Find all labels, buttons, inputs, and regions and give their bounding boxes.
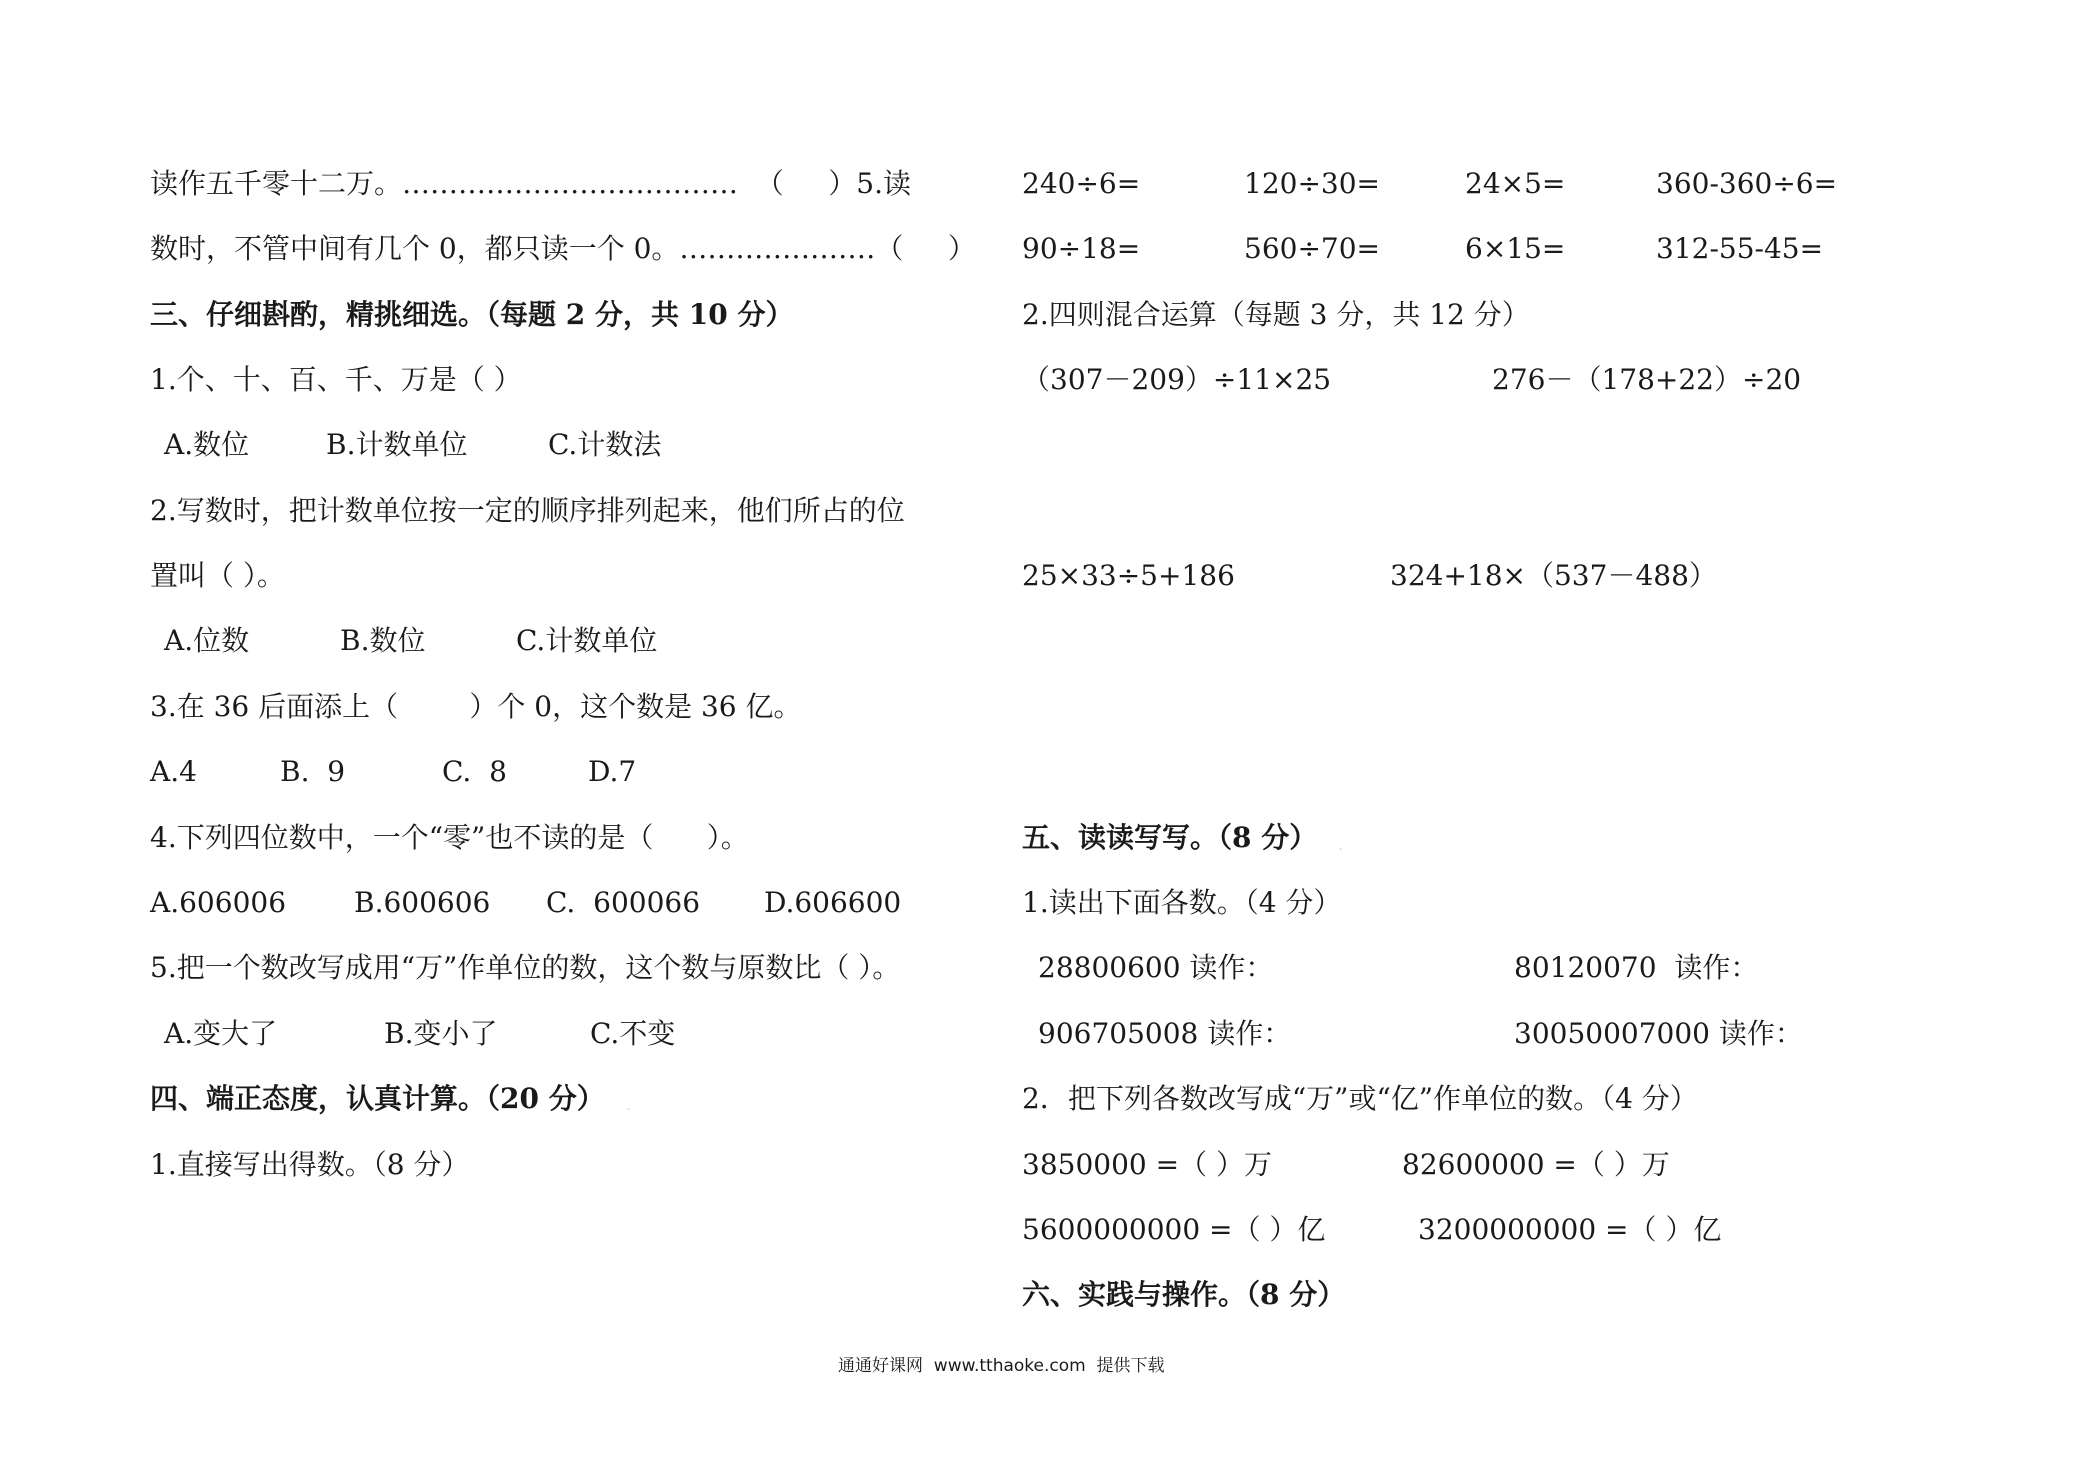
q1-option-a: A.数位 <box>164 428 250 461</box>
calc-row1-item-4: 360-360÷6= <box>1656 167 1838 200</box>
calc-row1-item-3: 24×5= <box>1465 167 1566 200</box>
q4-option-b: B.600606 <box>354 886 491 919</box>
q4-option-c: C. 600066 <box>546 886 701 919</box>
read-item-4: 30050007000 读作： <box>1514 1017 1803 1050</box>
q2-option-c: C.计数单位 <box>516 624 658 657</box>
rewrite-item-2: 82600000 =（ ）万 <box>1402 1148 1670 1181</box>
question-2-line-2: 置叫（ ）。 <box>150 559 285 592</box>
mixed-expression-1: （307－209）÷11×25 <box>1022 363 1332 396</box>
scan-artifact-dot: . <box>1338 834 1344 854</box>
section-4-heading: 四、端正态度，认真计算。（20 分） <box>150 1082 605 1115</box>
q3-option-c: C. 8 <box>442 755 507 788</box>
mixed-expression-3: 25×33÷5+186 <box>1022 559 1235 592</box>
section-5-heading: 五、读读写写。（8 分） <box>1022 821 1318 854</box>
q3-option-d: D.7 <box>588 755 637 788</box>
question-1: 1.个、十、百、千、万是（ ） <box>150 363 522 396</box>
question-5: 5.把一个数改写成用“万”作单位的数，这个数与原数比（ ）。 <box>150 951 901 984</box>
page-footer: 通通好课网 www.tthaoke.com 提供下载 <box>838 1356 1165 1376</box>
q1-option-b: B.计数单位 <box>326 428 468 461</box>
q4-option-d: D.606600 <box>764 886 902 919</box>
q5-option-b: B.变小了 <box>384 1017 498 1050</box>
rewrite-item-4: 3200000000 =（ ）亿 <box>1418 1213 1722 1246</box>
section-4-question-1: 1.直接写出得数。（8 分） <box>150 1148 470 1181</box>
rewrite-item-3: 5600000000 =（ ）亿 <box>1022 1213 1326 1246</box>
calc-row2-item-2: 560÷70= <box>1244 232 1380 265</box>
q5-option-a: A.变大了 <box>164 1017 278 1050</box>
mixed-expression-2: 276－（178+22）÷20 <box>1492 363 1802 396</box>
calc-row2-item-4: 312-55-45= <box>1656 232 1824 265</box>
scan-artifact-dot: . <box>626 1094 632 1114</box>
read-item-1: 28800600 读作： <box>1038 951 1274 984</box>
read-item-2: 80120070 读作： <box>1514 951 1759 984</box>
section-5-question-1: 1.读出下面各数。（4 分） <box>1022 886 1342 919</box>
calc-row1-item-2: 120÷30= <box>1244 167 1380 200</box>
section-3-heading: 三、仔细斟酌，精挑细选。（每题 2 分，共 10 分） <box>150 298 794 331</box>
q3-option-b: B. 9 <box>280 755 346 788</box>
q2-option-a: A.位数 <box>164 624 250 657</box>
question-2-line-1: 2.写数时，把计数单位按一定的顺序排列起来，他们所占的位 <box>150 494 905 527</box>
calc-row2-item-3: 6×15= <box>1465 232 1566 265</box>
left-line-1: 读作五千零十二万。……………………………… （ ）5.读 <box>150 167 912 200</box>
question-3: 3.在 36 后面添上（ ）个 0，这个数是 36 亿。 <box>150 690 802 723</box>
mixed-expression-4: 324+18×（537－488） <box>1390 559 1717 592</box>
question-4: 4.下列四位数中，一个“零”也不读的是（ ）。 <box>150 821 749 854</box>
q3-option-a: A.4 <box>150 755 197 788</box>
q2-option-b: B.数位 <box>340 624 426 657</box>
section-5-question-2: 2．把下列各数改写成“万”或“亿”作单位的数。（4 分） <box>1022 1082 1698 1115</box>
mixed-operations-heading: 2.四则混合运算（每题 3 分，共 12 分） <box>1022 298 1530 331</box>
left-line-2: 数时，不管中间有几个 0，都只读一个 0。…………………（ ） <box>150 232 976 265</box>
q4-option-a: A.606006 <box>150 886 287 919</box>
q1-option-c: C.计数法 <box>548 428 662 461</box>
q5-option-c: C.不变 <box>590 1017 676 1050</box>
rewrite-item-1: 3850000 =（ ）万 <box>1022 1148 1272 1181</box>
section-6-heading: 六、实践与操作。（8 分） <box>1022 1278 1346 1311</box>
calc-row1-item-1: 240÷6= <box>1022 167 1141 200</box>
read-item-3: 906705008 读作： <box>1038 1017 1292 1050</box>
calc-row2-item-1: 90÷18= <box>1022 232 1141 265</box>
